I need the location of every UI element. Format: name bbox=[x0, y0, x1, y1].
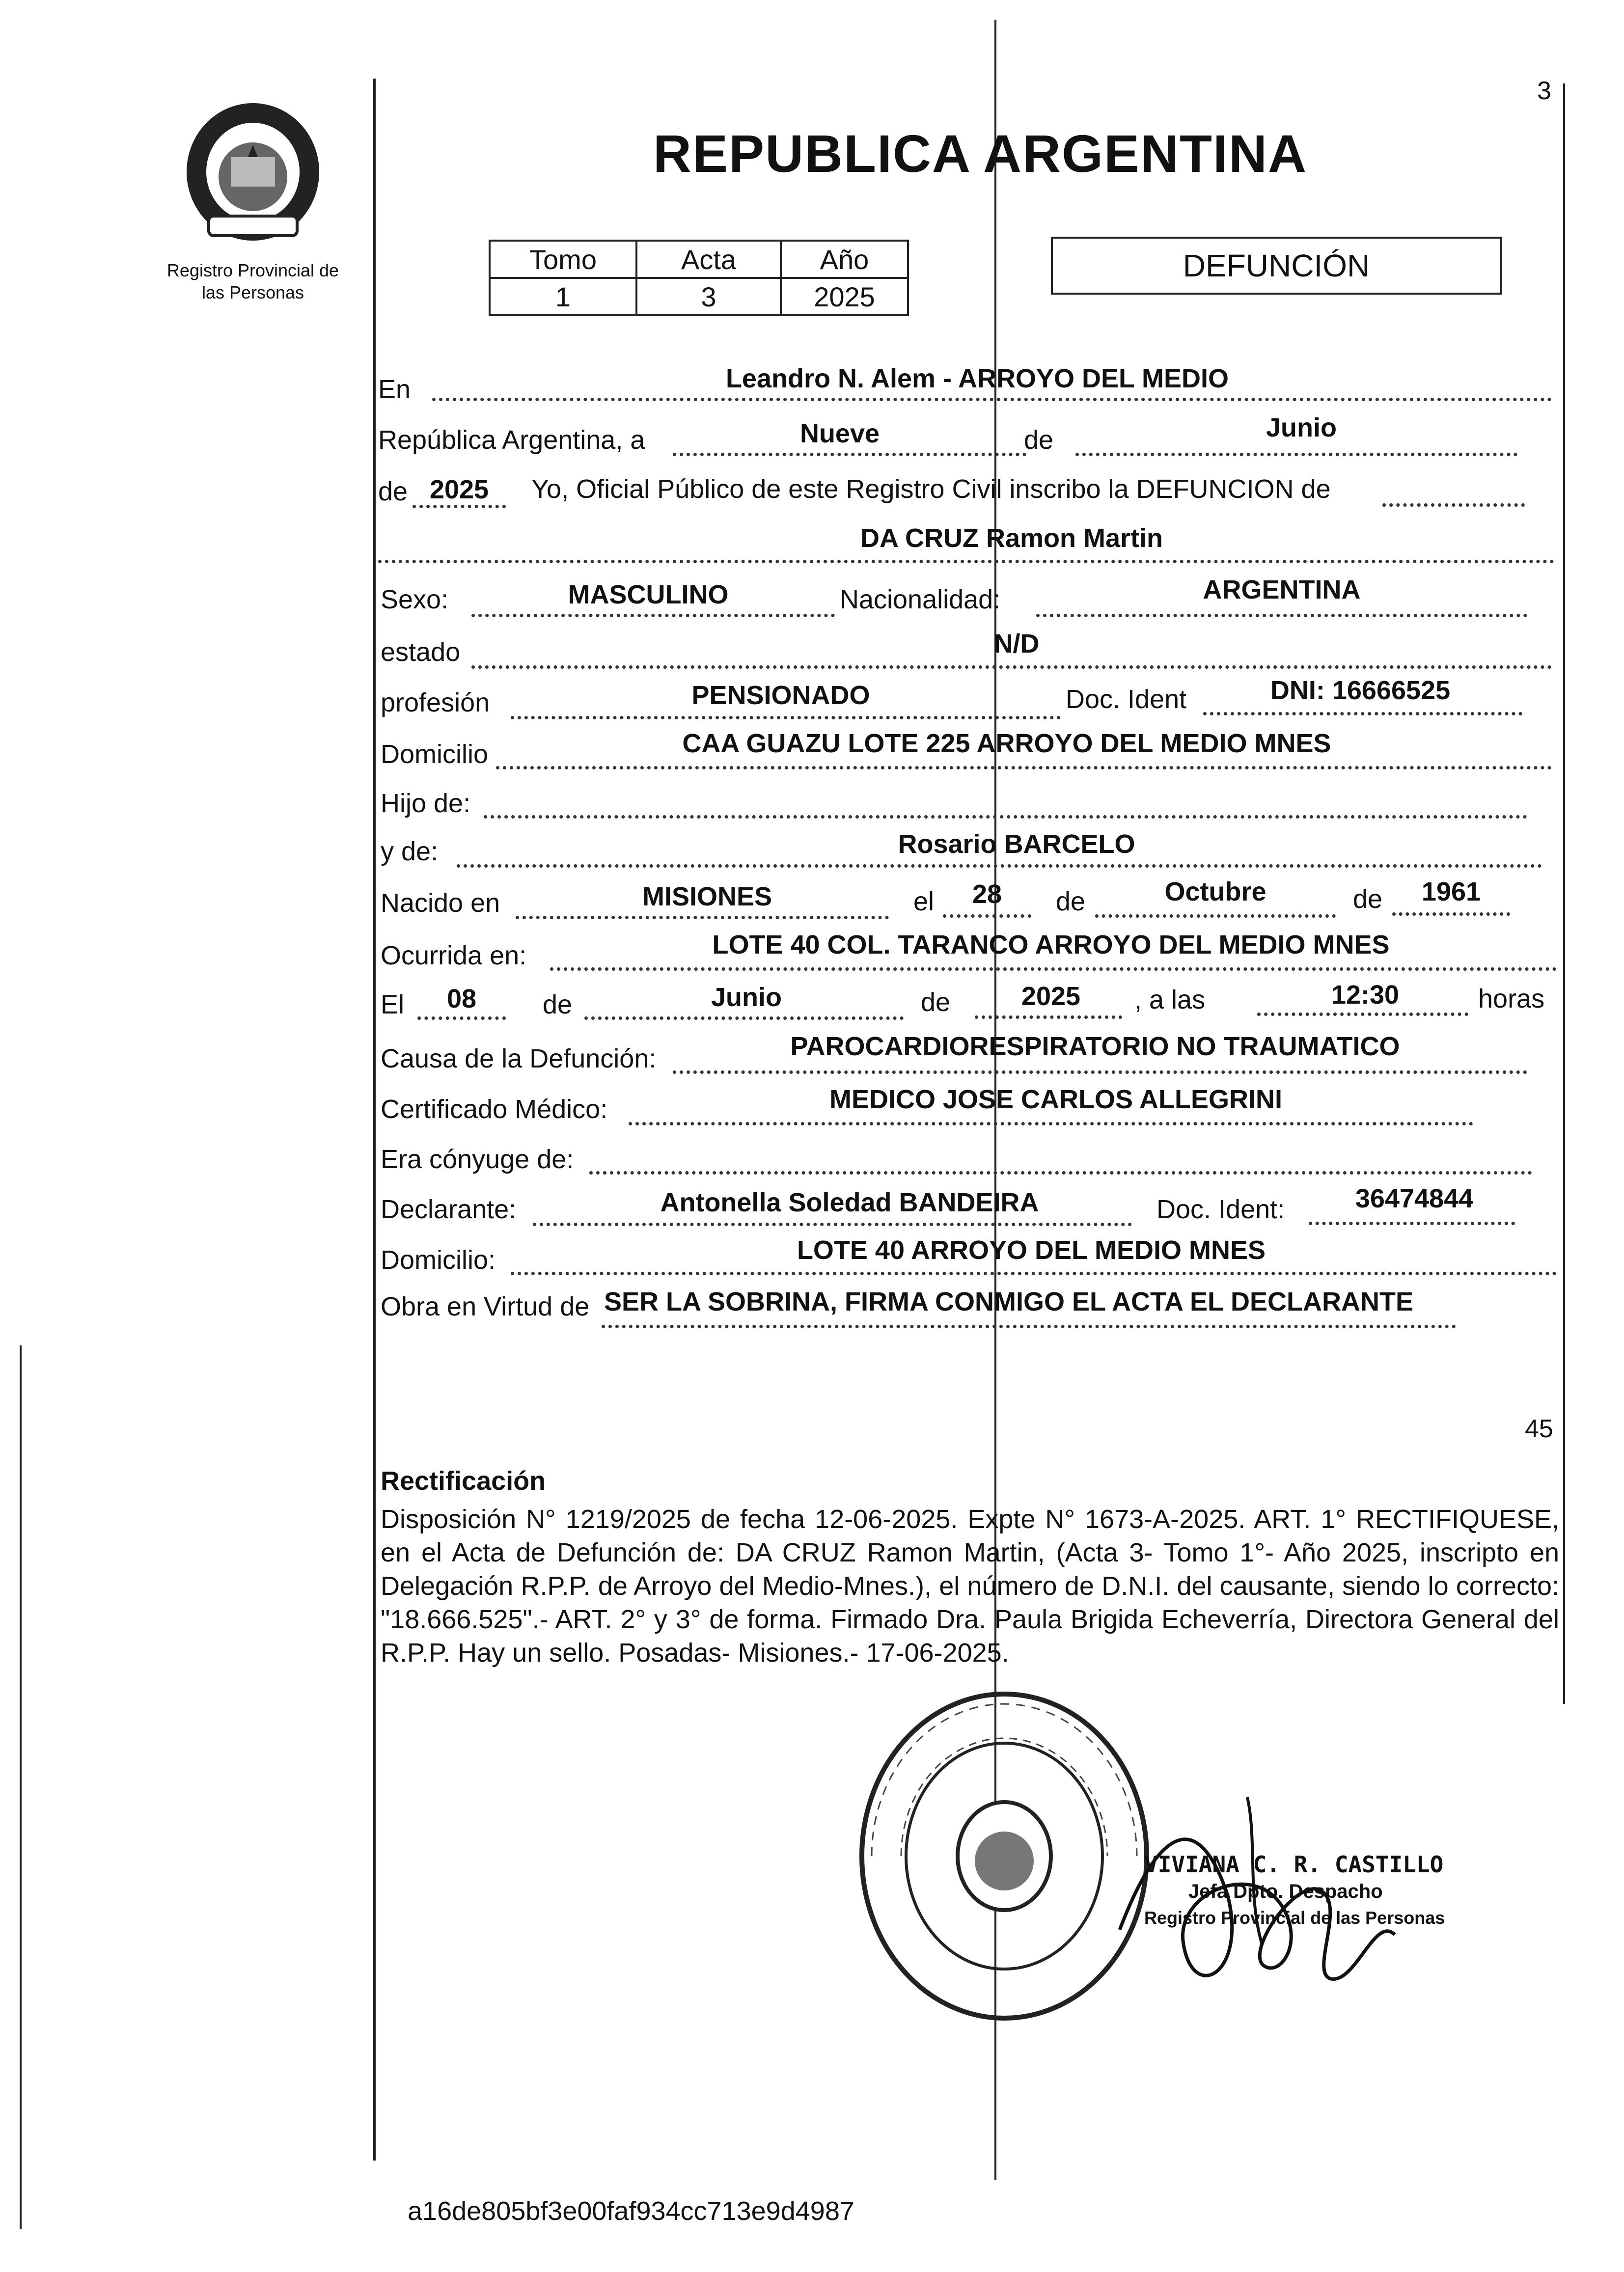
estado-value: N/D bbox=[993, 629, 1040, 658]
register-table bbox=[489, 240, 909, 316]
de2-label: de bbox=[378, 477, 408, 506]
day-word: Nueve bbox=[799, 419, 880, 448]
domicilio2-dotline bbox=[511, 1272, 1557, 1275]
document-hash: a16de805bf3e00faf934cc713e9d4987 bbox=[408, 2196, 854, 2226]
death-time: 12:30 bbox=[1331, 980, 1400, 1010]
profesion-label: profesión bbox=[381, 688, 490, 717]
yo-text: Yo, Oficial Público de este Registro Civil inscribo la DEFUNCION de bbox=[531, 474, 1331, 504]
nacido-value: MISIONES bbox=[642, 882, 772, 911]
estado-label: estado bbox=[381, 637, 461, 667]
nacionalidad-label: Nacionalidad: bbox=[840, 585, 1001, 614]
domicilio2-value: LOTE 40 ARROYO DEL MEDIO MNES bbox=[797, 1235, 1266, 1265]
page-title: REPUBLICA ARGENTINA bbox=[653, 124, 1307, 183]
acta-value: 3 bbox=[636, 278, 781, 315]
republica-label: República Argentina, a bbox=[378, 425, 645, 455]
cert-value: MEDICO JOSE CARLOS ALLEGRINI bbox=[829, 1085, 1283, 1114]
record-type-box: DEFUNCIÓN bbox=[1051, 237, 1502, 295]
yde-dotline bbox=[457, 864, 1542, 868]
ocurrida-value: LOTE 40 COL. TARANCO ARROYO DEL MEDIO MNES bbox=[712, 930, 1390, 959]
declarante-label: Declarante: bbox=[381, 1195, 517, 1224]
declarante-value: Antonella Soledad BANDEIRA bbox=[660, 1188, 1039, 1217]
sexo-dotline bbox=[471, 614, 835, 617]
right-margin-line bbox=[1563, 83, 1565, 1704]
month-value: Junio bbox=[1266, 413, 1337, 442]
domicilio-dotline bbox=[496, 766, 1552, 769]
death-day-dotline bbox=[417, 1016, 506, 1020]
birth-month: Octubre bbox=[1164, 877, 1266, 906]
doc2-label: Doc. Ident: bbox=[1156, 1195, 1285, 1224]
doc2-value: 36474844 bbox=[1355, 1184, 1474, 1213]
doc-dotline bbox=[1203, 712, 1522, 715]
margin-number: 45 bbox=[1525, 1415, 1553, 1443]
birth-day: 28 bbox=[972, 879, 1002, 909]
birth-day-dotline bbox=[943, 914, 1031, 918]
yde-value: Rosario BARCELO bbox=[898, 829, 1135, 859]
outer-left-edge-line bbox=[20, 1345, 22, 2229]
declarante-dotline bbox=[533, 1223, 1132, 1226]
obra-dotline bbox=[602, 1325, 1456, 1328]
en-dotline bbox=[432, 398, 1552, 401]
birth-year-dotline bbox=[1392, 912, 1510, 916]
sexo-value: MASCULINO bbox=[568, 580, 729, 609]
tomo-header: Tomo bbox=[490, 241, 636, 278]
ocurrida-dotline bbox=[550, 967, 1557, 971]
registry-name: Registro Provincial de bbox=[166, 260, 339, 280]
profesion-dotline bbox=[511, 716, 1061, 719]
birth-month-dotline bbox=[1095, 914, 1336, 918]
doc-value: DNI: 16666525 bbox=[1270, 676, 1451, 705]
el-label: el bbox=[913, 887, 935, 916]
month-dotline bbox=[1075, 453, 1517, 456]
hijo-label: Hijo de: bbox=[381, 789, 471, 818]
acta-header: Acta bbox=[636, 241, 781, 278]
doc-label: Doc. Ident bbox=[1066, 684, 1187, 714]
province-logo bbox=[182, 98, 324, 246]
nacido-dotline bbox=[516, 916, 889, 919]
year-dotline bbox=[413, 505, 506, 508]
causa-label: Causa de la Defunción: bbox=[381, 1044, 657, 1073]
signer-name: VIVIANA C. R. CASTILLO bbox=[1144, 1851, 1444, 1878]
en-label: En bbox=[378, 375, 411, 404]
causa-value: PAROCARDIORESPIRATORIO NO TRAUMATICO bbox=[790, 1032, 1400, 1061]
signer-org: Registro Provincial de las Personas bbox=[1144, 1908, 1445, 1928]
ocurrida-label: Ocurrida en: bbox=[381, 941, 527, 970]
nacionalidad-value: ARGENTINA bbox=[1203, 575, 1361, 604]
name-dotline bbox=[378, 560, 1554, 563]
signer-role: Jefa Dpto. Despacho bbox=[1188, 1881, 1383, 1902]
page-number: 3 bbox=[1537, 77, 1551, 105]
nacionalidad-dotline bbox=[1036, 614, 1527, 617]
registry-name-2: las Personas bbox=[201, 282, 304, 302]
anio-header: Año bbox=[781, 241, 908, 278]
alas-label: , a las bbox=[1134, 985, 1206, 1014]
death-year-dotline bbox=[975, 1015, 1122, 1019]
en-value: Leandro N. Alem - ARROYO DEL MEDIO bbox=[725, 364, 1229, 393]
domicilio-value: CAA GUAZU LOTE 225 ARROYO DEL MEDIO MNES bbox=[682, 729, 1331, 758]
domicilio-label: Domicilio bbox=[381, 739, 489, 769]
yde-label: y de: bbox=[381, 837, 439, 866]
de-label: de bbox=[1024, 425, 1054, 455]
tomo-value: 1 bbox=[490, 278, 636, 315]
death-month-dotline bbox=[584, 1016, 904, 1020]
conyuge-label: Era cónyuge de: bbox=[381, 1145, 574, 1174]
domicilio2-label: Domicilio: bbox=[381, 1245, 496, 1275]
cert-dotline bbox=[629, 1122, 1473, 1125]
hijo-dotline bbox=[484, 815, 1527, 819]
estado-dotline bbox=[471, 665, 1552, 669]
left-margin-line bbox=[373, 79, 376, 2161]
el2-label: El bbox=[381, 990, 405, 1019]
de5-label: de bbox=[543, 990, 573, 1019]
day-dotline bbox=[673, 453, 1026, 456]
deceased-name: DA CRUZ Ramon Martin bbox=[860, 523, 1163, 553]
obra-label: Obra en Virtud de bbox=[381, 1292, 590, 1321]
yo-dotline bbox=[1382, 503, 1525, 507]
doc2-dotline bbox=[1309, 1222, 1515, 1225]
de4-label: de bbox=[1353, 884, 1383, 914]
death-time-dotline bbox=[1257, 1013, 1468, 1016]
profesion-value: PENSIONADO bbox=[691, 681, 870, 710]
horas-label: horas bbox=[1478, 984, 1545, 1013]
causa-dotline bbox=[673, 1070, 1527, 1074]
death-day: 08 bbox=[446, 984, 477, 1013]
death-month: Junio bbox=[711, 983, 782, 1012]
conyuge-dotline bbox=[589, 1171, 1532, 1175]
birth-year: 1961 bbox=[1421, 877, 1481, 906]
anio-value: 2025 bbox=[781, 278, 908, 315]
sexo-label: Sexo: bbox=[381, 585, 449, 614]
year-value: 2025 bbox=[429, 475, 489, 504]
obra-value: SER LA SOBRINA, FIRMA CONMIGO EL ACTA EL DECLARANTE bbox=[604, 1287, 1414, 1316]
de6-label: de bbox=[921, 987, 951, 1017]
rectificacion-text: Disposición N° 1219/2025 de fecha 12-06-2025. Expte N° 1673-A-2025. ART. 1° RECTIFIQUESE, en el Acta de Defunción de: DA CRUZ Ramon Martin, (Acta 3- Tomo 1°- Año 2025, inscripto en Delegación R.P.P. de Arroyo del Medio-Mnes.), el número de D.N.I. del causante, siendo lo correcto: "18.666.525".- ART. 2° y 3° de forma. Firmado Dra. Paula Brigida Echeverría, Directora General del R.P.P. Hay un sello. Posadas- Misiones.- 17-06-2025. bbox=[381, 1505, 1559, 1668]
de3-label: de bbox=[1056, 887, 1086, 916]
death-year: 2025 bbox=[1021, 982, 1081, 1011]
rectificacion-heading: Rectificación bbox=[381, 1466, 546, 1496]
cert-label: Certificado Médico: bbox=[381, 1095, 608, 1124]
nacido-label: Nacido en bbox=[381, 888, 500, 918]
